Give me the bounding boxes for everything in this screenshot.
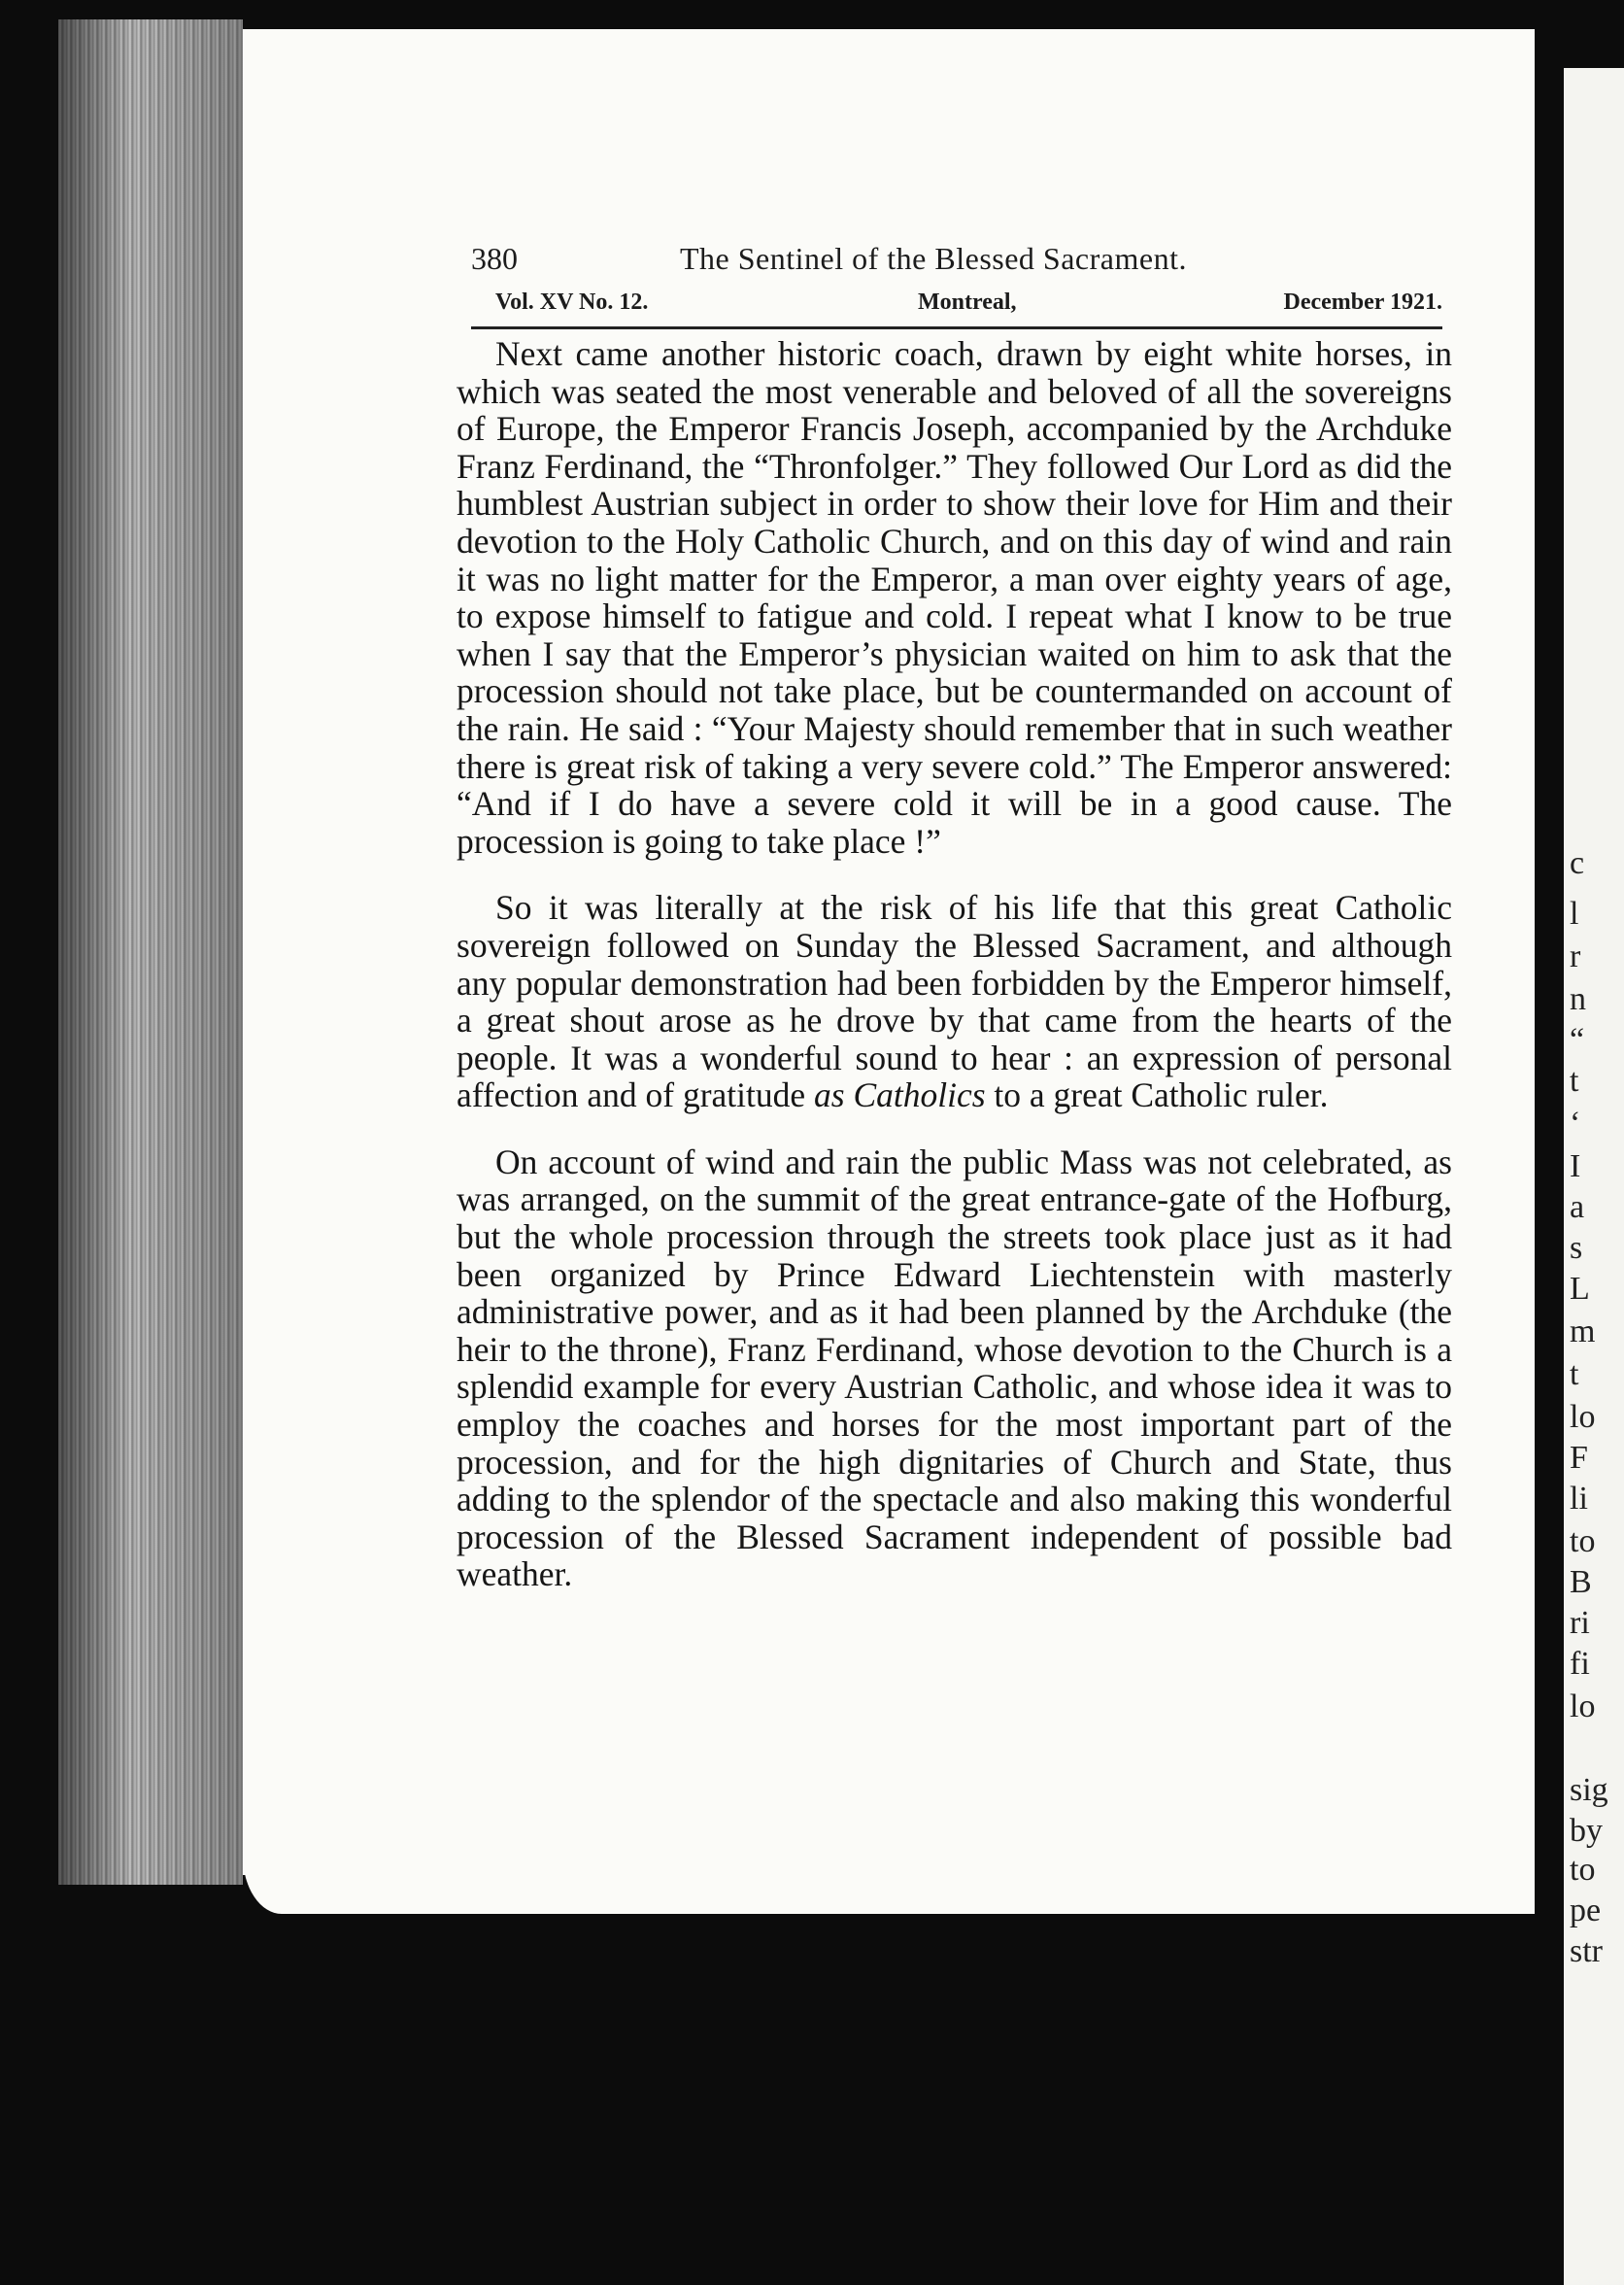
facing-page-fragment: B: [1570, 1564, 1592, 1600]
facing-page-fragment: by: [1570, 1813, 1603, 1849]
issue-date: December 1921.: [1283, 290, 1442, 315]
header-rule: [471, 326, 1442, 329]
facing-page-fragment: m: [1570, 1313, 1596, 1349]
facing-page-fragment: c: [1570, 845, 1585, 881]
issue-place: Montreal,: [918, 290, 1017, 315]
facing-page-fragment: t: [1570, 1356, 1579, 1392]
paragraph: On account of wind and rain the public Mass was not celebrated, as was arranged, on the summit of the great entrance-gate of the Hofburg, but the whole procession through the streets took place just as it had been organized by Prince Edward Liechtenstein with masterly administrative power, and as it had been planned by the Archduke (the heir to the throne), Franz Ferdinand, whose devotion to the Church is a splendid example for every Austrian Catholic, and whose idea it was to employ the coaches and horses for the most important part of the procession, and for the high dignitaries of Church and State, thus adding to the splendor of the spectacle and also making this wonderful procession of the Blessed Sacrament independent of possible bad weather.: [457, 1142, 1452, 1594]
paragraph: [457, 889, 1452, 1114]
facing-page-fragment: L: [1570, 1271, 1590, 1307]
page-bottom-curve: [243, 1846, 1535, 1914]
page-number: 380: [471, 241, 518, 276]
facing-page-fragment: I: [1570, 1148, 1581, 1184]
facing-page-fragment: to: [1570, 1523, 1596, 1559]
facing-page-fragment: l: [1570, 896, 1579, 932]
facing-page-fragment: t: [1570, 1063, 1579, 1099]
facing-page-fragment: lo: [1570, 1688, 1596, 1724]
facing-page-fragment: s: [1570, 1230, 1583, 1266]
facing-page-fragment: to: [1570, 1852, 1596, 1888]
journal-title: The Sentinel of the Blessed Sacrament.: [680, 241, 1187, 276]
facing-page-fragment: ‘: [1570, 1106, 1581, 1142]
facing-page-fragment: r: [1570, 938, 1581, 974]
article-body: [457, 335, 1452, 1593]
running-header: [471, 241, 1442, 323]
paragraph-text: So it was literally at the risk of his life that this great Catholic sovereign followed on Sunday the Blessed Sacrament, and although any popular demonstration had been forbidden by the Emperor himself, a great shout arose as he drove by that came from the hearts of the people. It was a wonderful sound to hear : an expression of personal affection and of gratitude: [457, 888, 1452, 1115]
facing-page-fragment: “: [1570, 1022, 1585, 1058]
paragraph-text: to a great Catholic ruler.: [985, 1075, 1329, 1115]
facing-page-fragment: lo: [1570, 1399, 1596, 1435]
header-title-row: [471, 241, 1442, 286]
facing-page-fragment: str: [1570, 1933, 1603, 1969]
facing-page-fragment: fi: [1570, 1646, 1590, 1682]
paragraph: Next came another historic coach, drawn by eight white horses, in which was seated the most venerable and beloved of all the sovereigns of Europe, the Emperor Francis Joseph, accompanied by the Archduke Franz Ferdinand, the “Thronfolger.” They followed Our Lord as did the humblest Austrian subject in order to show their love for Him and their devotion to the Holy Catholic Church, and on this day of wind and rain it was no light matter for the Emperor, a man over eighty years of age, to expose himself to fatigue and cold. I repeat what I know to be true when I say that the Emperor’s physician waited on him to ask that the procession should not take place, but be countermanded on account of the rain. He said : “Your Majesty should remember that in such weather there is great risk of taking a very severe cold.” The Emperor answered: “And if I do have a severe cold it will be in a good cause. The procession is going to take place !”: [457, 334, 1452, 861]
facing-page-fragment: F: [1570, 1440, 1588, 1476]
issue-volume: Vol. XV No. 12.: [495, 290, 649, 315]
facing-page-fragment: sig: [1570, 1772, 1608, 1808]
facing-page-fragment: n: [1570, 981, 1586, 1017]
facing-page-fragment: pe: [1570, 1893, 1602, 1928]
emphasis-text: as Catholics: [814, 1075, 986, 1115]
facing-page-sliver: [1564, 68, 1624, 2285]
facing-page-fragment: ri: [1570, 1605, 1590, 1641]
page-block-shadow: [58, 19, 243, 1885]
facing-page-fragment: a: [1570, 1189, 1585, 1225]
facing-page-fragment: li: [1570, 1481, 1588, 1517]
header-issue-row: [471, 286, 1442, 323]
